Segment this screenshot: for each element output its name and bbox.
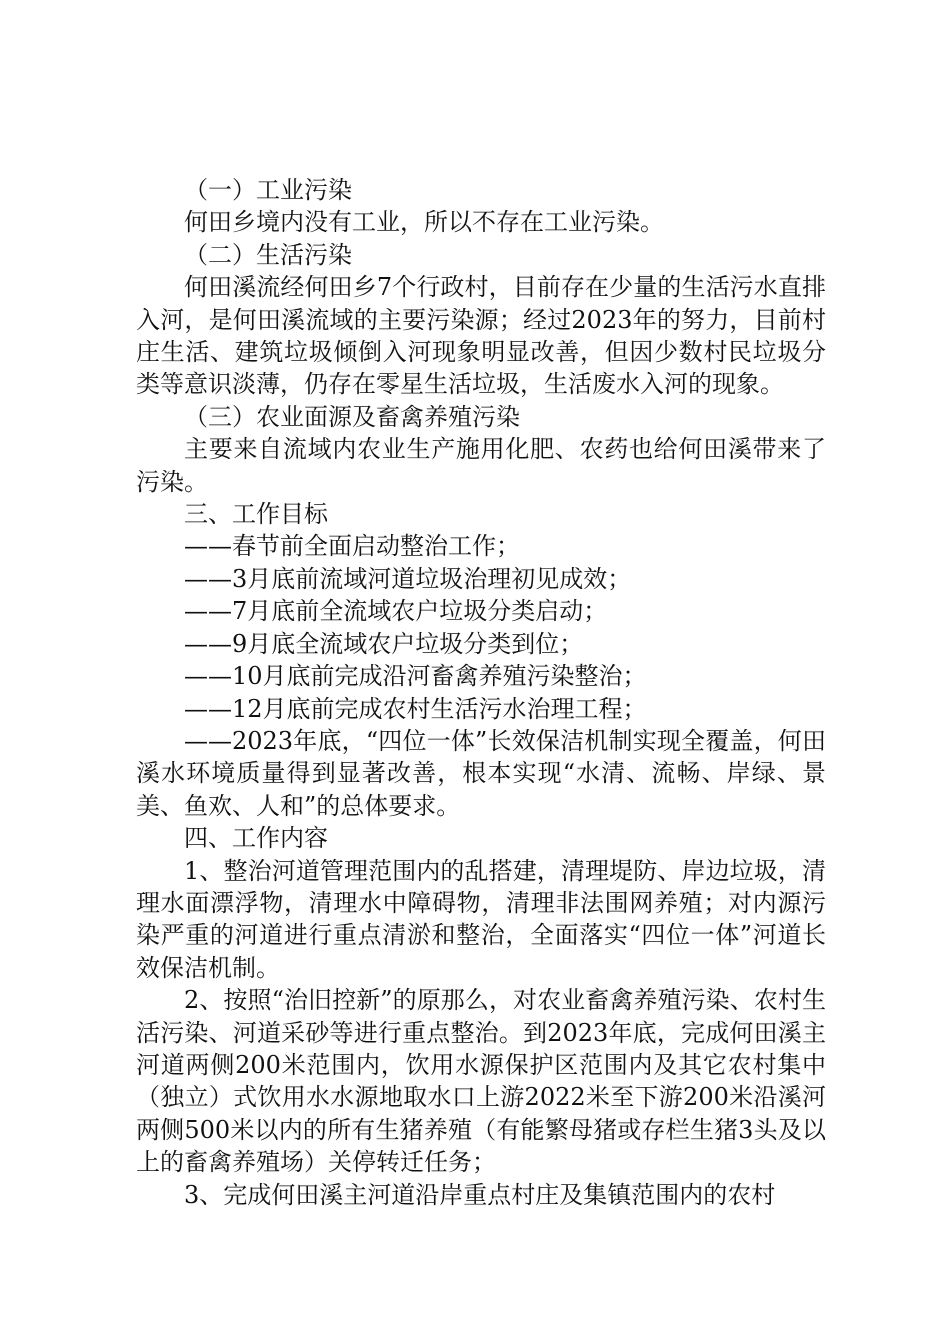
goal-item: ——9月底全流域农户垃圾分类到位； bbox=[184, 629, 584, 658]
work-content-item-1: 1、整治河道管理范围内的乱搭建，清理堤防、岸边垃圾，清理水面漂浮物，清理水中障碍物，清理非法围网养殖；对内源污染严重的河道进行重点清淤和整治，全面落实“四位一体”河道长效保洁机制。 bbox=[136, 856, 826, 982]
goal-item: ——3月底前流域河道垃圾治理初见成效； bbox=[184, 564, 632, 593]
paragraph-agricultural-pollution: 主要来自流域内农业生产施用化肥、农药也给何田溪带来了污染。 bbox=[136, 435, 826, 496]
heading-work-goals: 三、工作目标 bbox=[184, 500, 328, 529]
goal-item: ——12月底前完成农村生活污水治理工程； bbox=[184, 694, 647, 723]
paragraph-industrial-pollution: 何田乡境内没有工业，所以不存在工业污染。 bbox=[184, 208, 664, 237]
goal-item: ——10月底前完成沿河畜禽养殖污染整治； bbox=[184, 662, 647, 691]
paragraph-domestic-pollution: 何田溪流经何田乡7个行政村，目前存在少量的生活污水直排入河，是何田溪流域的主要污染源；经过2023年的努力，目前村庄生活、建筑垃圾倾倒入河现象明显改善，但因少数村民垃圾分类等意识淡薄，仍存在零星生活垃圾，生活废水入河的现象。 bbox=[136, 273, 826, 399]
document-body bbox=[136, 174, 826, 1211]
heading-domestic-pollution: （二）生活污染 bbox=[184, 240, 352, 269]
work-content-item-3: 3、完成何田溪主河道沿岸重点村庄及集镇范围内的农村 bbox=[184, 1180, 776, 1209]
goal-item: ——春节前全面启动整治工作； bbox=[184, 532, 520, 561]
goal-item: ——2023年底，“四位一体”长效保洁机制实现全覆盖，何田溪水环境质量得到显著改善，根本实现“水清、流畅、岸绿、景美、鱼欢、人和”的总体要求。 bbox=[136, 726, 826, 820]
heading-agricultural-pollution: （三）农业面源及畜禽养殖污染 bbox=[184, 402, 520, 431]
work-content-item-2: 2、按照“治旧控新”的原那么，对农业畜禽养殖污染、农村生活污染、河道采砂等进行重点整治。到2023年底，完成何田溪主河道两侧200米范围内，饮用水源保护区范围内及其它农村集中（独立）式饮用水水源地取水口上游2022米至下游200米沿溪河两侧500米以内的所有生猪养殖（有能繁母猪或存栏生猪3头及以上的畜禽养殖场）关停转迁任务； bbox=[136, 986, 826, 1177]
heading-industrial-pollution: （一）工业污染 bbox=[184, 176, 352, 204]
goal-item: ——7月底前全流域农户垃圾分类启动； bbox=[184, 597, 608, 626]
heading-work-content: 四、工作内容 bbox=[184, 824, 328, 853]
